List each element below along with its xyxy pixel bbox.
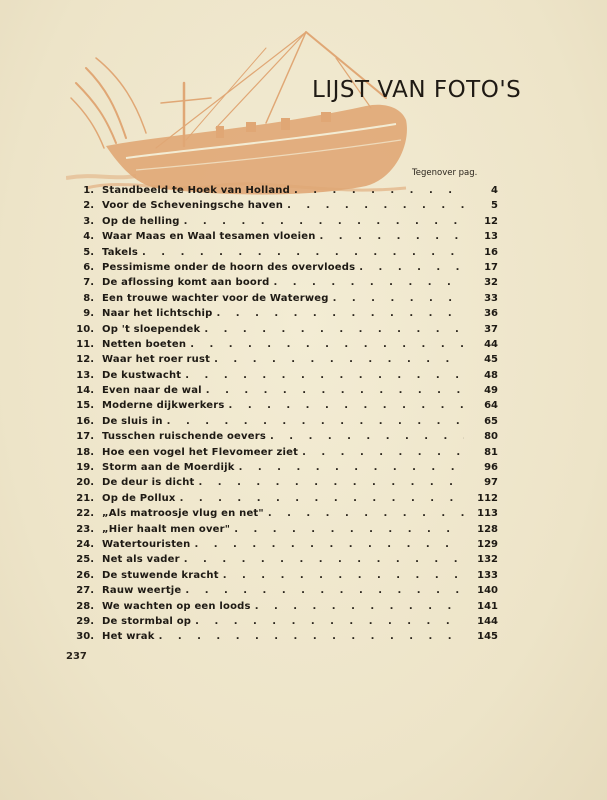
dot-leader [333,293,464,304]
entry-page: 129 [477,538,498,550]
dot-leader [214,354,464,365]
entry-page: 45 [484,354,498,366]
entry-number: 25. [76,554,94,566]
dot-leader [359,262,464,273]
entry-page: 133 [477,569,498,581]
entry-number: 18. [76,446,94,458]
entry-page: 33 [484,292,498,304]
dot-leader [217,308,464,319]
entry-page: 81 [484,446,498,458]
dot-leader [159,631,464,642]
list-item [66,293,498,308]
entry-title: Pessimisme onder de hoorn des overvloeds [102,261,356,273]
entry-page: 141 [477,600,498,612]
list-item [66,447,498,462]
entry-title: De kustwacht [102,369,182,381]
dot-leader [142,247,464,258]
ship-illustration [66,28,436,203]
list-item [66,400,498,415]
entry-title: Het wrak [102,631,155,643]
entry-number: 3. [83,215,94,227]
list-item [66,200,498,215]
entry-page: 12 [484,215,498,227]
list-item [66,370,498,385]
page-title: LIJST VAN FOTO'S [312,77,522,103]
entry-number: 2. [83,200,94,212]
entry-page: 144 [477,615,498,627]
dot-leader [270,431,464,442]
entry-title: Net als vader [102,554,180,566]
list-item [66,216,498,231]
entry-page: 44 [484,338,498,350]
dot-leader [180,493,464,504]
entry-title: Waar Maas en Waal tesamen vloeien [102,231,316,243]
entry-page: 49 [484,385,498,397]
list-item [66,185,498,200]
entry-page: 113 [477,508,498,520]
entry-title: Moderne dijkwerkers [102,400,225,412]
dot-leader [184,554,464,565]
dot-leader [229,400,464,411]
entry-title: Watertouristen [102,538,191,550]
dot-leader [194,539,464,550]
entry-title: Tusschen ruischende oevers [102,431,267,443]
list-item [66,524,498,539]
entry-number: 11. [76,338,94,350]
entry-number: 28. [76,600,94,612]
list-item [66,493,498,508]
entry-page: 48 [484,369,498,381]
page-number: 237 [66,651,87,662]
entry-title: Rauw weertje [102,585,182,597]
entry-page: 4 [491,185,498,196]
dot-leader [204,324,464,335]
list-item [66,231,498,246]
entry-page: 132 [477,554,498,566]
entry-number: 17. [76,431,94,443]
entry-title: Een trouwe wachter voor de Waterweg [102,292,329,304]
entry-page: 97 [484,477,498,489]
entry-number: 15. [76,400,94,412]
list-item [66,385,498,400]
list-item [66,416,498,431]
list-item [66,554,498,569]
entry-number: 6. [83,261,94,273]
list-item [66,339,498,354]
entry-title: „Als matroosje vlug en net" [102,508,264,520]
dot-leader [223,570,464,581]
entry-title: Even naar de wal [102,385,202,397]
entry-number: 23. [76,523,94,535]
entry-title: Op 't sloependek [102,323,201,335]
entry-title: De stormbal op [102,615,192,627]
entry-page: 17 [484,261,498,273]
list-item [66,585,498,600]
entry-page: 5 [491,200,498,212]
entry-title: We wachten op een loods [102,600,251,612]
entry-page: 140 [477,585,498,597]
entry-title: Standbeeld te Hoek van Holland [102,185,290,196]
dot-leader [273,277,464,288]
entry-number: 14. [76,385,94,397]
entry-title: „Hier haalt men over" [102,523,231,535]
list-item [66,631,498,646]
entry-number: 29. [76,615,94,627]
list-item [66,308,498,323]
entry-page: 80 [484,431,498,443]
entry-number: 12. [76,354,94,366]
dot-leader [294,185,464,196]
entry-title: Waar het roer rust [102,354,211,366]
entry-number: 20. [76,477,94,489]
entry-number: 13. [76,369,94,381]
entry-page: 65 [484,415,498,427]
entry-title: De stuwende kracht [102,569,219,581]
entry-number: 30. [76,631,94,643]
entry-title: Op de Pollux [102,492,176,504]
dot-leader [199,477,464,488]
entry-title: Hoe een vogel het Flevomeer ziet [102,446,299,458]
list-item [66,570,498,585]
entry-number: 9. [83,308,94,320]
entry-number: 27. [76,585,94,597]
list-item [66,262,498,277]
list-item [66,324,498,339]
entry-number: 8. [83,292,94,304]
entry-title: Naar het lichtschip [102,308,213,320]
entry-title: De deur is dicht [102,477,195,489]
entry-number: 22. [76,508,94,520]
dot-leader [185,370,464,381]
list-item [66,462,498,477]
entry-number: 4. [83,231,94,243]
list-item [66,477,498,492]
entry-number: 19. [76,462,94,474]
entry-number: 24. [76,538,94,550]
column-header: Tegenover pag. [412,168,478,178]
dot-leader [234,524,464,535]
dot-leader [195,616,464,627]
entry-page: 145 [477,631,498,643]
entry-page: 96 [484,462,498,474]
entry-number: 10. [76,323,94,335]
list-item [66,508,498,523]
entry-title: Op de helling [102,215,180,227]
entry-title: Storm aan de Moerdijk [102,462,235,474]
entry-page: 37 [484,323,498,335]
entry-number: 26. [76,569,94,581]
list-item [66,354,498,369]
dot-leader [287,200,464,211]
photo-list [66,185,498,647]
entry-number: 7. [83,277,94,289]
entry-number: 1. [83,185,94,196]
entry-page: 36 [484,308,498,320]
entry-page: 64 [484,400,498,412]
dot-leader [320,231,464,242]
list-item [66,539,498,554]
entry-title: Netten boeten [102,338,187,350]
list-item [66,247,498,262]
entry-number: 16. [76,415,94,427]
entry-number: 21. [76,492,94,504]
entry-number: 5. [83,246,94,258]
entry-page: 13 [484,231,498,243]
entry-title: De sluis in [102,415,163,427]
list-item [66,277,498,292]
dot-leader [302,447,464,458]
entry-title: Voor de Scheveningsche haven [102,200,284,212]
dot-leader [190,339,464,350]
list-item [66,601,498,616]
entry-page: 128 [477,523,498,535]
dot-leader [167,416,464,427]
entry-page: 16 [484,246,498,258]
dot-leader [206,385,464,396]
dot-leader [268,508,464,519]
dot-leader [255,601,464,612]
dot-leader [185,585,464,596]
list-item [66,431,498,446]
list-item [66,616,498,631]
entry-page: 112 [477,492,498,504]
entry-page: 32 [484,277,498,289]
entry-title: Takels [102,246,139,258]
dot-leader [184,216,464,227]
dot-leader [239,462,464,473]
entry-title: De aflossing komt aan boord [102,277,270,289]
